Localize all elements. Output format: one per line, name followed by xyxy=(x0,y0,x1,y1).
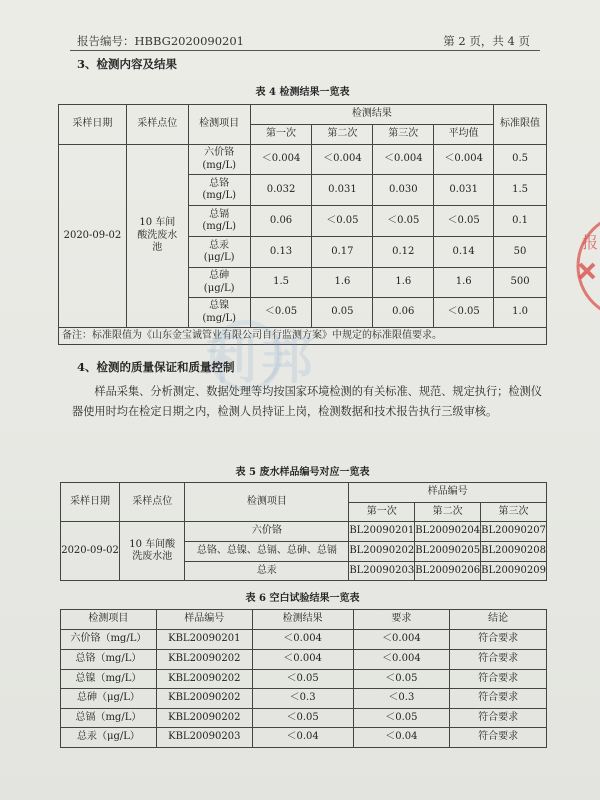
t5-date: 2020-09-02 xyxy=(61,522,120,581)
t4-cell: 1.5 xyxy=(250,268,312,298)
t5-cell: BL20090204 xyxy=(415,522,481,542)
t4-item: 总铬 (mg/L) xyxy=(188,175,250,206)
table-4-caption: 表 4 检测结果一览表 xyxy=(255,87,350,98)
t6-cell: KBL20090202 xyxy=(156,650,252,670)
t4-item: 总砷 (μg/L) xyxy=(188,268,250,298)
t5-cell: BL20090208 xyxy=(481,542,547,562)
report-number: 报告编号：HBBG2020090201 xyxy=(77,34,244,48)
t4-cell: 500 xyxy=(494,268,547,298)
seal-text: 报 xyxy=(582,233,599,252)
t4-cell: ＜0.004 xyxy=(312,145,373,175)
t4-cell: ＜0.05 xyxy=(434,298,494,328)
t5-cell: BL20090207 xyxy=(481,522,547,542)
t4-cell: ＜0.05 xyxy=(250,298,312,328)
t6-cell: KBL20090203 xyxy=(156,728,252,748)
t6-cell: ＜0.05 xyxy=(252,709,353,728)
t6-col-result: 检测结果 xyxy=(252,610,353,630)
t6-cell: 符合要求 xyxy=(450,650,547,670)
t4-cell: 1.6 xyxy=(373,268,434,298)
t6-cell: KBL20090202 xyxy=(156,709,252,728)
t6-cell: 符合要求 xyxy=(450,689,547,709)
section-3-title: 3、检测内容及结果 xyxy=(77,57,178,71)
t5-cell: BL20090201 xyxy=(349,522,415,542)
t5-col-1: 第一次 xyxy=(349,503,415,522)
t5-item: 六价铬 xyxy=(185,522,349,542)
table-6-caption: 表 6 空白试验结果一览表 xyxy=(245,593,360,604)
watermark-text: 利邦 xyxy=(205,330,318,391)
t4-cell: ＜0.05 xyxy=(312,206,373,237)
t6-item: 总镉（mg/L） xyxy=(61,709,157,728)
t4-col-3: 第三次 xyxy=(373,125,434,145)
t4-cell: 0.1 xyxy=(494,206,547,237)
t4-cell: 1.0 xyxy=(494,298,547,328)
t6-cell: ＜0.3 xyxy=(252,689,353,709)
section-4-title: 4、检测的质量保证和质量控制 xyxy=(77,360,235,374)
t6-cell: ＜0.004 xyxy=(252,630,353,650)
t4-cell: 1.5 xyxy=(494,175,547,206)
t5-col-point: 采样点位 xyxy=(120,483,185,522)
t6-cell: ＜0.04 xyxy=(252,728,353,748)
t4-col-results: 检测结果 xyxy=(250,105,493,125)
t6-cell: KBL20090202 xyxy=(156,689,252,709)
section-4-paragraph: 样品采集、分析测定、数据处理等均按国家环境检测的有关标准、规范、规定执行；检测仪器使用时均在检定日期之内，检测人员持证上岗，检测数据和技术报告执行三级审核。 xyxy=(72,385,542,418)
table-4-note: 备注：标准限值为《山东金宝诚管业有限公司自行监测方案》中规定的标准限值要求。 xyxy=(58,327,547,345)
t4-col-point: 采样点位 xyxy=(126,105,188,145)
table-5-caption: 表 5 废水样品编号对应一览表 xyxy=(235,467,370,478)
t4-col-item: 检测项目 xyxy=(188,105,250,145)
t4-col-2: 第二次 xyxy=(312,125,373,145)
t6-cell: ＜0.004 xyxy=(252,650,353,670)
seal-stamp xyxy=(568,206,600,326)
t4-cell: 0.031 xyxy=(312,175,373,206)
header-divider xyxy=(70,50,540,51)
t6-cell: ＜0.04 xyxy=(353,728,450,748)
t6-col-conc: 结论 xyxy=(450,610,547,630)
t6-cell: ＜0.3 xyxy=(353,689,450,709)
table-5 xyxy=(60,482,547,581)
t6-cell: ＜0.05 xyxy=(353,670,450,689)
t6-cell: ＜0.004 xyxy=(353,630,450,650)
t4-col-avg: 平均值 xyxy=(434,125,494,145)
t4-col-1: 第一次 xyxy=(250,125,312,145)
t6-cell: KBL20090202 xyxy=(156,670,252,689)
t5-col-sample: 样品编号 xyxy=(349,483,547,503)
t6-col-req: 要求 xyxy=(353,610,450,630)
t5-point: 10 车间酸洗废水池 xyxy=(120,522,185,581)
t4-cell: 1.6 xyxy=(312,268,373,298)
t4-cell: 0.06 xyxy=(373,298,434,328)
t4-cell: ＜0.004 xyxy=(373,145,434,175)
t5-item: 总汞 xyxy=(185,562,349,581)
t4-cell: 0.14 xyxy=(434,237,494,268)
t4-cell: 0.031 xyxy=(434,175,494,206)
t6-cell: ＜0.05 xyxy=(252,670,353,689)
t5-cell: BL20090209 xyxy=(481,562,547,581)
t6-col-sample: 样品编号 xyxy=(156,610,252,630)
t4-item: 总镍 (mg/L) xyxy=(188,298,250,328)
t6-cell: ＜0.05 xyxy=(353,709,450,728)
t6-item: 六价铬（mg/L） xyxy=(61,630,157,650)
t6-cell: 符合要求 xyxy=(450,709,547,728)
t4-cell: ＜0.05 xyxy=(434,206,494,237)
t4-cell: ＜0.05 xyxy=(373,206,434,237)
t4-cell: 0.032 xyxy=(250,175,312,206)
t4-point: 10 车间酸洗废水池 xyxy=(126,145,188,328)
t6-cell: KBL20090201 xyxy=(156,630,252,650)
t5-col-2: 第二次 xyxy=(415,503,481,522)
t4-cell: 0.06 xyxy=(250,206,312,237)
t4-cell: 0.030 xyxy=(373,175,434,206)
table-6 xyxy=(60,609,547,748)
t5-cell: BL20090205 xyxy=(415,542,481,562)
t4-item: 六价铬 (mg/L) xyxy=(188,145,250,175)
t4-col-date: 采样日期 xyxy=(59,105,127,145)
t4-cell: 1.6 xyxy=(434,268,494,298)
t4-cell: 0.05 xyxy=(312,298,373,328)
t6-cell: ＜0.004 xyxy=(353,650,450,670)
t4-cell: 50 xyxy=(494,237,547,268)
t4-cell: 0.17 xyxy=(312,237,373,268)
t4-date: 2020-09-02 xyxy=(59,145,127,328)
t5-cell: BL20090202 xyxy=(349,542,415,562)
t6-cell: 符合要求 xyxy=(450,670,547,689)
t4-col-limit: 标准限值 xyxy=(494,105,547,145)
t6-item: 总镍（mg/L） xyxy=(61,670,157,689)
t5-cell: BL20090206 xyxy=(415,562,481,581)
t6-cell: 符合要求 xyxy=(450,630,547,650)
t5-cell: BL20090203 xyxy=(349,562,415,581)
table-4 xyxy=(58,104,547,328)
t6-cell: 符合要求 xyxy=(450,728,547,748)
t4-cell: 0.5 xyxy=(494,145,547,175)
t6-item: 总铬（mg/L） xyxy=(61,650,157,670)
t4-cell: ＜0.004 xyxy=(434,145,494,175)
t4-cell: ＜0.004 xyxy=(250,145,312,175)
t4-item: 总汞 (μg/L) xyxy=(188,237,250,268)
t6-col-item: 检测项目 xyxy=(61,610,157,630)
t5-col-3: 第三次 xyxy=(481,503,547,522)
t5-col-item: 检测项目 xyxy=(185,483,349,522)
t5-col-date: 采样日期 xyxy=(61,483,120,522)
t5-item: 总铬、总镍、总镉、总砷、总镉 xyxy=(185,542,349,562)
t6-item: 总砷（μg/L） xyxy=(61,689,157,709)
t4-cell: 0.12 xyxy=(373,237,434,268)
t4-cell: 0.13 xyxy=(250,237,312,268)
t6-item: 总汞（μg/L） xyxy=(61,728,157,748)
t4-item: 总镉 (mg/L) xyxy=(188,206,250,237)
page-indicator: 第 2 页，共 4 页 xyxy=(443,34,530,48)
